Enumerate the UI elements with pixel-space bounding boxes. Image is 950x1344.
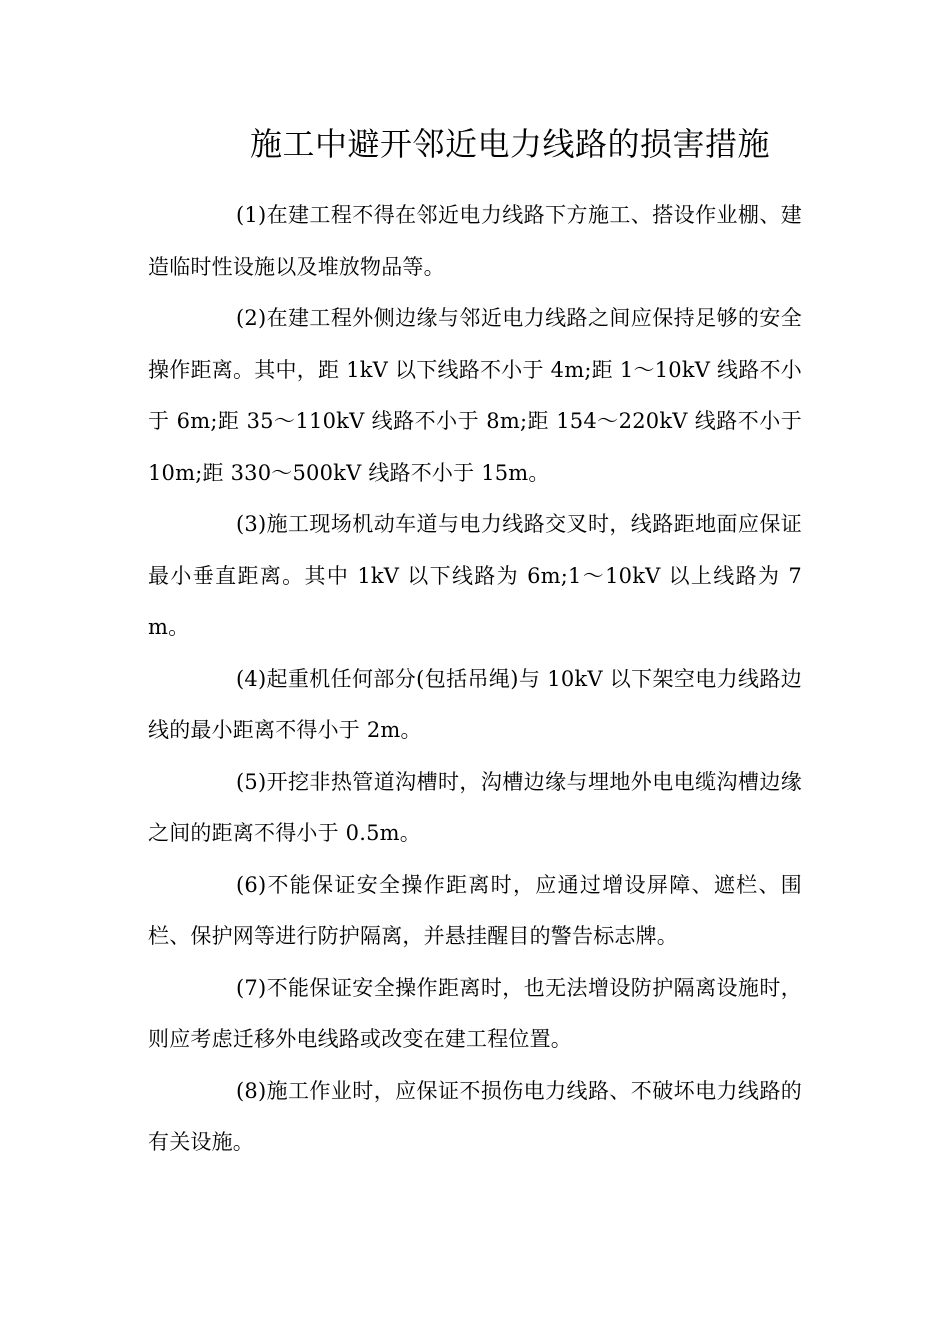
paragraph-5: (5)开挖非热管道沟槽时，沟槽边缘与埋地外电电缆沟槽边缘之间的距离不得小于 0.5m。 [148,769,802,845]
paragraph-6: (6)不能保证安全操作距离时，应通过增设屏障、遮栏、围栏、保护网等进行防护隔离，并悬挂醒目的警告标志牌。 [148,872,802,948]
paragraph-7: (7)不能保证安全操作距离时，也无法增设防护隔离设施时，则应考虑迁移外电线路或改变在建工程位置。 [148,975,802,1051]
paragraph-1: (1)在建工程不得在邻近电力线路下方施工、搭设作业棚、建造临时性设施以及堆放物品等。 [148,203,802,279]
document-body [148,190,802,1169]
paragraph-4: (4)起重机任何部分(包括吊绳)与 10kV 以下架空电力线路边线的最小距离不得小于 2m。 [148,666,802,742]
paragraph-8: (8)施工作业时，应保证不损伤电力线路、不破坏电力线路的有关设施。 [148,1078,802,1154]
paragraph-3: (3)施工现场机动车道与电力线路交叉时，线路距地面应保证最小垂直距离。其中 1kV 以下线路为 6m;1～10kV 以上线路为 7m。 [148,512,802,639]
document-title: 施工中避开邻近电力线路的损害措施 [249,125,770,163]
paragraph-2: (2)在建工程外侧边缘与邻近电力线路之间应保持足够的安全操作距离。其中，距 1kV 以下线路不小于 4m;距 1～10kV 线路不小于 6m;距 35～110kV 线路不小于 8m;距 154～220kV 线路不小于 10m;距 330～500kV 线路不小于 15m。 [148,306,802,485]
